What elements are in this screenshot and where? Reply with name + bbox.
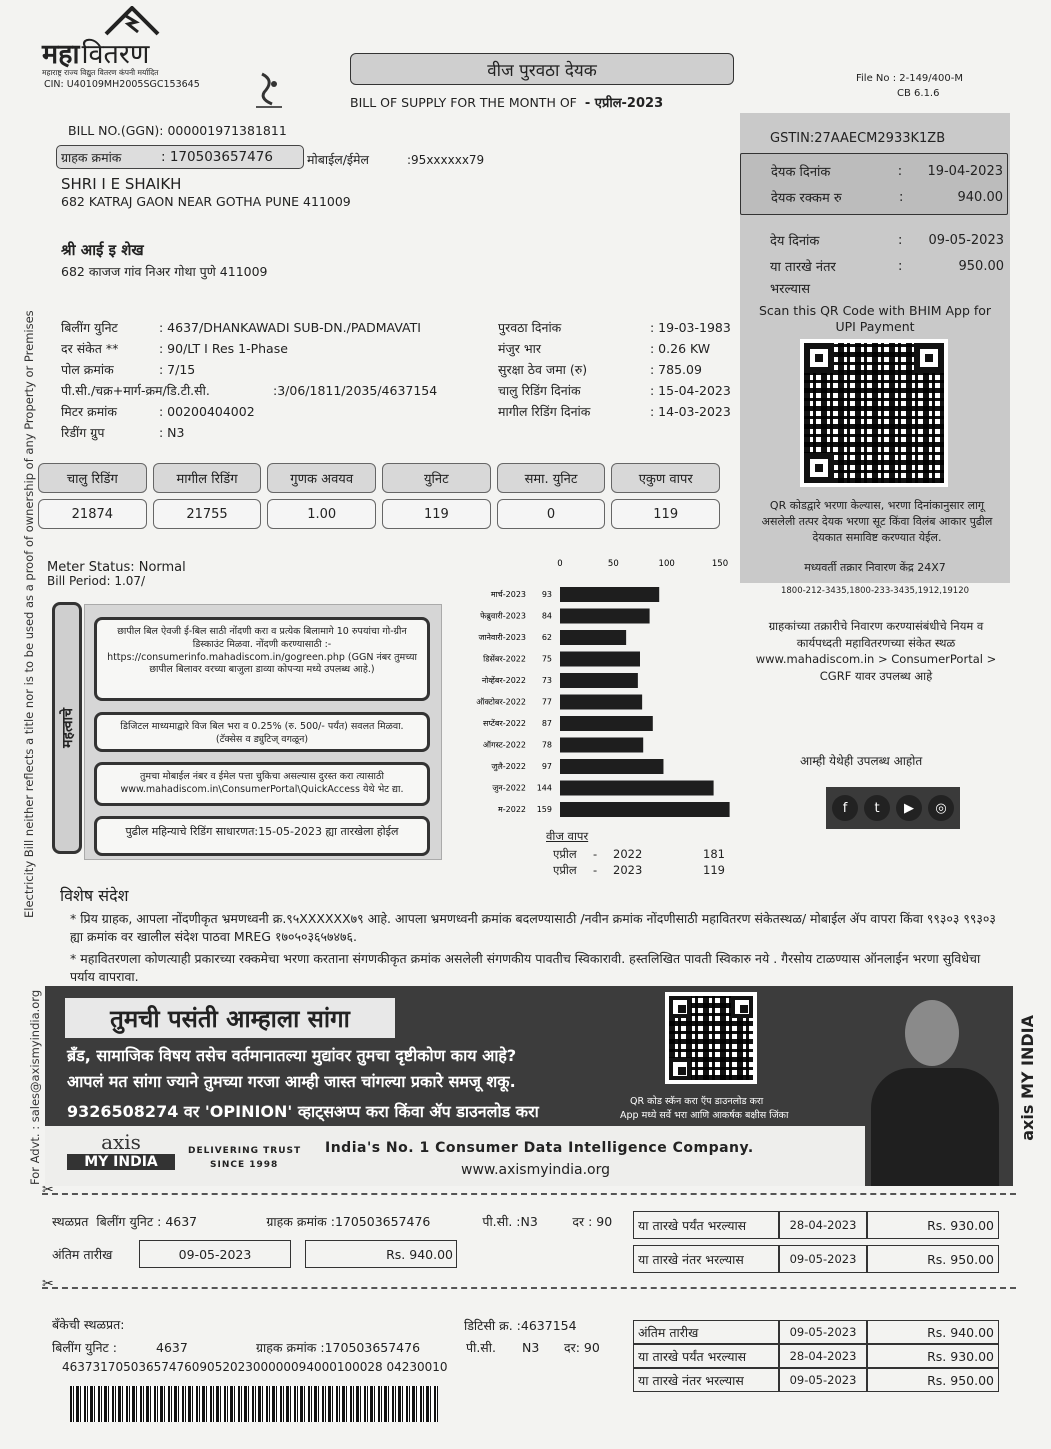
important-label: महत्वाचे xyxy=(59,708,76,748)
consumption-chart xyxy=(458,555,738,825)
bank-slip-consumer: ग्राहक क्रमांक :170503657476 xyxy=(256,1340,421,1355)
chart-category-label: म-2022 xyxy=(497,805,526,814)
chart-bar xyxy=(560,630,626,645)
chart-value-label: 159 xyxy=(536,805,552,814)
detail-value: : 4637/DHANKAWADI SUB-DN./PADMAVATI xyxy=(159,320,421,335)
detail-value: : 7/15 xyxy=(159,362,196,377)
slip-last-date-label: अंतिम तारीख xyxy=(52,1247,113,1262)
detail-label: रिडींग ग्रुप xyxy=(61,425,105,440)
detail-value: : 90/LT I Res 1-Phase xyxy=(159,341,288,356)
chart-tick-label: 0 xyxy=(557,559,563,569)
bill-title-box xyxy=(350,53,734,85)
readings-table xyxy=(38,463,720,529)
after-due-amount: 950.00 xyxy=(958,258,1004,274)
bank-slip-unit-label: बिलींग युनिट : xyxy=(52,1340,118,1355)
youtube-icon[interactable]: ▶ xyxy=(896,795,922,821)
chart-bar xyxy=(560,609,650,624)
chart-bar xyxy=(560,587,659,602)
slip-last-date: 09-05-2023 xyxy=(178,1246,252,1262)
chart-category-label: मार्च-2023 xyxy=(490,590,526,599)
trust-line-2: SINCE 1998 xyxy=(210,1160,279,1170)
slip-row-label: या तारखे पर्यंत भरल्यास xyxy=(633,1211,779,1239)
scissors-icon: ✂ xyxy=(42,1276,54,1292)
gstin: GSTIN:27AAECM2933K1ZB xyxy=(770,131,946,146)
compare-month: एप्रील xyxy=(553,846,577,861)
detail-label: मिटर क्रमांक xyxy=(61,404,118,419)
bank-row-date: 28-04-2023 xyxy=(779,1344,867,1368)
due-date-label: देय दिनांक xyxy=(770,234,820,249)
chart-value-label: 73 xyxy=(541,676,552,685)
chart-category-label: नोव्हेंबर-2022 xyxy=(481,676,526,685)
details-left xyxy=(61,317,437,443)
chart-value-label: 87 xyxy=(541,719,552,728)
consumer-name-mr: श्री आई इ शेख xyxy=(61,241,144,259)
compare-dash: - xyxy=(593,847,598,861)
chart-tick-label: 50 xyxy=(607,559,619,569)
slip-consumer: ग्राहक क्रमांक :170503657476 xyxy=(266,1214,431,1229)
compare-year: 2023 xyxy=(613,863,643,877)
chart-bar xyxy=(560,759,663,774)
ad-footer-strip xyxy=(45,1126,865,1186)
detail-value: : 19-03-1983 xyxy=(650,320,731,335)
ownership-disclaimer: Electricity Bill neither reflects a title nor is to be used as a proof of ownership of any Property or Premises xyxy=(22,310,36,918)
social-icons xyxy=(826,787,960,829)
special-line-2: * महावितरणला कोणत्याही प्रकारच्या रक्कमेचा भरणा करताना संगणकीकृत क्रमांक असलेली संगणकीय पावतीच स्विकारावी. हस्तलिखित पावती स्विकारु नये . गैरसोय टाळण्यास ऑनलाईन भरणा सुविधेचा पर्याय वापरावा. xyxy=(70,951,981,985)
slip-last-date-box xyxy=(139,1240,291,1268)
reading-header: समा. युनिट xyxy=(497,463,606,493)
slip1-table xyxy=(633,1210,999,1274)
bank-slip-pc: N3 xyxy=(522,1340,540,1355)
slip-place: स्थळप्रत xyxy=(52,1214,89,1229)
cut-line xyxy=(42,1287,1016,1289)
file-no: File No : 2-149/400-M xyxy=(856,73,963,84)
chart-category-label: डिसेंबर-2022 xyxy=(483,654,526,664)
chart-bar xyxy=(560,802,730,817)
chart-bar xyxy=(560,695,642,710)
qr-caption: Scan this QR Code with BHIM App for UPI Payment xyxy=(758,303,992,335)
consumer-address-mr: 682 काजज गांव निअर गोथा पुणे 411009 xyxy=(61,264,268,279)
consumer-name-en: SHRI I E SHAIKH xyxy=(61,175,182,193)
reading-value: 1.00 xyxy=(267,499,376,529)
slip-row-amount: Rs. 950.00 xyxy=(867,1245,999,1273)
chart-svg xyxy=(458,555,738,825)
mobile-number: :95xxxxxx79 xyxy=(407,152,485,167)
bank-slip-place: बँकेची स्थळप्रत: xyxy=(52,1317,125,1332)
ad-person xyxy=(865,994,1005,1186)
chart-value-label: 62 xyxy=(541,633,552,642)
chart-bar xyxy=(560,652,640,667)
bank-slip-pc-label: पी.सी. xyxy=(466,1340,496,1355)
ad-qr-note-2: App मध्ये सर्वे भरा आणि आकर्षक बक्षीस जिंका xyxy=(620,1110,789,1121)
compare-dash: - xyxy=(593,863,598,877)
facebook-icon[interactable]: f xyxy=(832,795,858,821)
grievance-info: ग्राहकांच्या तक्रारीचे निवारण करण्यासंबंधीचे नियम व कार्यपध्दती महावितरणच्या संकेत स्थळ www.mahadiscom.in > ConsumerPortal > CGRF यावर उपलब्ध आहे xyxy=(755,619,997,684)
chart-category-label: जानेवारी-2023 xyxy=(478,633,526,642)
reading-header: युनिट xyxy=(382,463,491,493)
bank-row-amount: Rs. 940.00 xyxy=(867,1320,999,1344)
logo-bold-text: महा xyxy=(42,39,80,70)
social-label: आम्ही येथेही उपलब्ध आहोत xyxy=(800,754,923,768)
chart-bar xyxy=(560,673,638,688)
bill-title: वीज पुरवठा देयक xyxy=(487,60,597,81)
detail-label: सुरक्षा ठेव जमा (रु) xyxy=(498,362,588,377)
chart-value-label: 93 xyxy=(541,590,552,599)
chart-bar xyxy=(560,738,643,753)
bill-period: Bill Period: 1.07/ xyxy=(47,574,146,588)
compare-year: 2022 xyxy=(613,847,643,861)
emblem-icon xyxy=(252,70,286,110)
chart-value-label: 78 xyxy=(541,740,552,750)
upi-qr-code[interactable] xyxy=(800,339,948,487)
reading-value: 21874 xyxy=(38,499,147,529)
barcode xyxy=(70,1386,438,1422)
chart-category-label: ऑक्टोबर-2022 xyxy=(476,697,526,707)
chart-value-label: 77 xyxy=(541,697,552,707)
bank-row-date: 09-05-2023 xyxy=(779,1368,867,1392)
chart-value-label: 144 xyxy=(536,783,552,793)
bill-date-label: देयक दिनांक xyxy=(771,165,831,180)
chart-value-label: 75 xyxy=(541,654,552,664)
message-box: छापील बिल ऐवजी ई-बिल साठी नोंदणी करा व प्रत्येक बिलामागे 10 रुपयांचा गो-ग्रीन डिस्काउंट मिळवा. नोंदणी करण्यासाठी :- https://consumerinfo.mahadiscom.in/gogreen.php (GGN नंबर तुमच्या छापील बिलावर वरच्या बाजुला डाव्या कोपऱ्या मध्ये उपलब्ध आहे.) xyxy=(94,617,430,701)
lightning-logo-icon xyxy=(102,6,162,36)
bill-number: BILL NO.(GGN): 000001971381811 xyxy=(68,123,287,138)
chart-legend-title: वीज वापर xyxy=(546,829,589,843)
detail-value: : 14-03-2023 xyxy=(650,404,731,419)
important-tab xyxy=(52,602,82,854)
message-box: डिजिटल माध्यमाद्वारे विज बिल भरा व 0.25% (रु. 500/- पर्यंत) सवलत मिळवा. (टॅक्सेस व ड्युटिज् वगळून) xyxy=(94,712,430,752)
axis-logo-bottom: MY INDIA xyxy=(67,1154,175,1170)
ad-line-2: आपलं मत सांगा ज्याने तुमच्या गरजा आम्ही जास्त चांगल्या प्रकारे समजू शकू. xyxy=(67,1072,516,1091)
helpline-numbers: 1800-212-3435,1800-233-3435,1912,19120 xyxy=(780,586,970,596)
ad-headline: तुमची पसंती आम्हाला सांगा xyxy=(110,1004,350,1033)
details-right xyxy=(498,317,731,422)
slip-unit: बिलींग युनिट : 4637 xyxy=(96,1214,198,1229)
ad-line-3: 9326508274 वर 'OPINION' व्हाट्सअप्प करा किंवा ॲप डाउनलोड करा xyxy=(67,1102,539,1121)
reading-header: मागील रिडिंग xyxy=(153,463,262,493)
after-due-label-2: भरल्यास xyxy=(770,282,811,297)
compare-value: 181 xyxy=(703,847,725,861)
bill-month: - एप्रील-2023 xyxy=(584,96,664,111)
bank-row-label: या तारखे पर्यंत भरल्यास xyxy=(633,1344,779,1368)
slip-row-amount: Rs. 930.00 xyxy=(867,1211,999,1239)
detail-value: : 785.09 xyxy=(650,362,702,377)
scissors-icon: ✂ xyxy=(42,1182,54,1198)
chart-value-label: 84 xyxy=(541,611,552,621)
trust-line-1: DELIVERING TRUST xyxy=(188,1146,302,1156)
logo-text: वितरण xyxy=(81,39,150,70)
slip2-table xyxy=(633,1320,999,1392)
consumer-number: : 170503657476 xyxy=(161,149,273,165)
detail-label: पी.सी./चक्र+मार्ग-क्रम/डि.टी.सी. xyxy=(61,383,210,398)
mobile-label: मोबाईल/ईमेल xyxy=(307,152,369,167)
detail-value: : N3 xyxy=(159,425,185,440)
ad-qr-code[interactable] xyxy=(665,992,757,1084)
chart-category-label: सप्टेंबर-2022 xyxy=(482,719,526,728)
chart-value-label: 97 xyxy=(541,762,552,771)
special-line-1: * प्रिय ग्राहक, आपला नोंदणीकृत भ्रमणध्वनी क्र.९५XXXXXX७९ आहे. आपला भ्रमणध्वनी क्रमांक बदलण्यासाठी /नवीन क्रमांक नोंदणीसाठी महावितरण संकेतस्थळ/ मोबाईल ॲप वापरा किंवा ९९३०३ ९९३०३ ह्या क्रमांक वर खालील संदेश पाठवा MREG १७०५०३६५७४७६. xyxy=(70,911,996,945)
company-logo xyxy=(42,6,212,92)
chart-bar xyxy=(560,781,714,796)
chart-category-label: जुन-2022 xyxy=(492,783,526,793)
instagram-icon[interactable]: ◎ xyxy=(928,795,954,821)
chart-category-label: ऑगस्ट-2022 xyxy=(482,740,526,750)
reading-header: चालु रिडिंग xyxy=(38,463,147,493)
detail-label: बिलींग युनिट xyxy=(61,320,118,335)
payment-panel xyxy=(740,113,1010,583)
cut-line xyxy=(42,1193,1016,1195)
consumer-number-label: ग्राहक क्रमांक xyxy=(61,149,122,165)
slip-amount-box xyxy=(305,1240,457,1268)
slip-row-date: 09-05-2023 xyxy=(779,1245,867,1273)
colon: : xyxy=(897,163,903,179)
colon: : xyxy=(899,189,904,205)
reading-value: 119 xyxy=(382,499,491,529)
due-date: 09-05-2023 xyxy=(928,232,1004,248)
special-title: विशेष संदेश xyxy=(60,886,129,905)
company-full-name: महाराष्ट्र राज्य विद्युत वितरण कंपनी मर्यादित xyxy=(42,68,159,77)
bank-row-date: 09-05-2023 xyxy=(779,1320,867,1344)
consumer-number-box xyxy=(56,145,304,169)
colon: : xyxy=(898,258,903,274)
bill-amount-label: देयक रक्कम रु xyxy=(771,191,842,206)
detail-value: :3/06/1811/2035/4637154 xyxy=(273,383,438,398)
bank-row-label: अंतिम तारीख xyxy=(633,1320,779,1344)
ad-side-brand: axis MY INDIA xyxy=(1018,1015,1037,1141)
bank-row-label: या तारखे नंतर भरल्यास xyxy=(633,1368,779,1392)
bank-slip-unit: 4637 xyxy=(156,1340,188,1355)
bank-slip-rate: दर: 90 xyxy=(564,1340,600,1355)
ad-headline-box xyxy=(65,998,395,1038)
detail-label: चालु रिडिंग दिनांक xyxy=(498,383,581,398)
reading-header: गुणक अवयव xyxy=(267,463,376,493)
detail-label: दर संकेत ** xyxy=(61,341,119,356)
message-box: तुमचा मोबाईल नंबर व ईमेल पत्ता चुकिचा असल्यास दुरस्त करा त्यासाठी www.mahadiscom.in\ConsumerPortal\QuickAccess येथे भेट द्या. xyxy=(94,762,430,806)
message-box: पुढील महिन्याचे रिडिंग साधारणत:15-05-2023 ह्या तारखेला होईल xyxy=(94,816,430,856)
reading-value: 21755 xyxy=(153,499,262,529)
compare-month: एप्रील xyxy=(553,862,577,877)
ad-tagline: India's No. 1 Consumer Data Intelligence Company. xyxy=(325,1140,754,1156)
compare-value: 119 xyxy=(703,863,725,877)
helpline-title: मध्यवर्ती तक्रार निवारण केंद्र 24X7 xyxy=(804,561,946,574)
chart-tick-label: 150 xyxy=(711,559,729,569)
detail-label: पोल क्रमांक xyxy=(61,362,114,377)
detail-label: पुरवठा दिनांक xyxy=(498,320,562,335)
bill-month-label: BILL OF SUPPLY FOR THE MONTH OF xyxy=(350,94,577,110)
consumer-address-en: 682 KATRAJ GAON NEAR GOTHA PUNE 411009 xyxy=(61,194,351,209)
bill-date: 19-04-2023 xyxy=(927,163,1003,179)
qr-note: QR कोडद्वारे भरणा केल्यास, भरणा दिनांकानुसार लागू असलेली तत्पर देयक भरणा सूट किंवा विलंब आकार पुढील देयकात समाविष्ट करण्यात येईल. xyxy=(761,499,993,544)
reading-value: 0 xyxy=(497,499,606,529)
bank-slip-dtc: डिटिसी क्र. :4637154 xyxy=(464,1318,577,1333)
detail-value: : 0.26 KW xyxy=(650,341,711,356)
chart-bar xyxy=(560,716,653,731)
slip-row-label: या तारखे नंतर भरल्यास xyxy=(633,1245,779,1273)
after-due-label: या तारखे नंतर xyxy=(770,260,836,275)
twitter-icon[interactable]: t xyxy=(864,795,890,821)
advt-contact: For Advt. : sales@axismyindia.org xyxy=(28,989,42,1185)
reading-header: एकुण वापर xyxy=(611,463,720,493)
meter-status: Meter Status: Normal xyxy=(47,560,186,575)
ad-banner xyxy=(45,986,1013,1186)
detail-label: मंजुर भार xyxy=(498,341,541,356)
slip-rate: दर : 90 xyxy=(572,1214,613,1229)
ad-line-1: ब्रँड, सामाजिक विषय तसेच वर्तमानातल्या मुद्यांवर तुमचा दृष्टीकोण काय आहे? xyxy=(67,1046,517,1065)
compare-row xyxy=(553,846,733,878)
slip-pc: पी.सी. :N3 xyxy=(482,1214,538,1229)
chart-tick-label: 100 xyxy=(658,559,675,569)
company-cin: CIN: U40109MH2005SGC153645 xyxy=(44,79,200,90)
axis-logo-top: axis xyxy=(101,1130,141,1154)
ad-qr-note-1: QR कोड स्कॅन करा ऍप डाउनलोड करा xyxy=(630,1096,764,1107)
detail-label: मागील रिडिंग दिनांक xyxy=(498,404,591,419)
slip-amount: Rs. 940.00 xyxy=(386,1246,453,1262)
detail-value: : 15-04-2023 xyxy=(650,383,731,398)
cb-code: CB 6.1.6 xyxy=(897,88,940,99)
bank-row-amount: Rs. 930.00 xyxy=(867,1344,999,1368)
bank-slip-code: 463731705036574760905202300000094000100028 04230010 xyxy=(62,1360,448,1374)
detail-value: : 00200404002 xyxy=(159,404,255,419)
colon: : xyxy=(898,232,903,248)
slip-row-date: 28-04-2023 xyxy=(779,1211,867,1239)
ad-url[interactable]: www.axismyindia.org xyxy=(461,1162,611,1178)
bank-row-amount: Rs. 950.00 xyxy=(867,1368,999,1392)
chart-category-label: फेब्रुवारी-2023 xyxy=(480,611,526,621)
bill-summary-box xyxy=(740,153,1008,215)
bill-amount: 940.00 xyxy=(957,189,1003,205)
chart-category-label: जुलै-2022 xyxy=(491,762,526,771)
reading-value: 119 xyxy=(611,499,720,529)
